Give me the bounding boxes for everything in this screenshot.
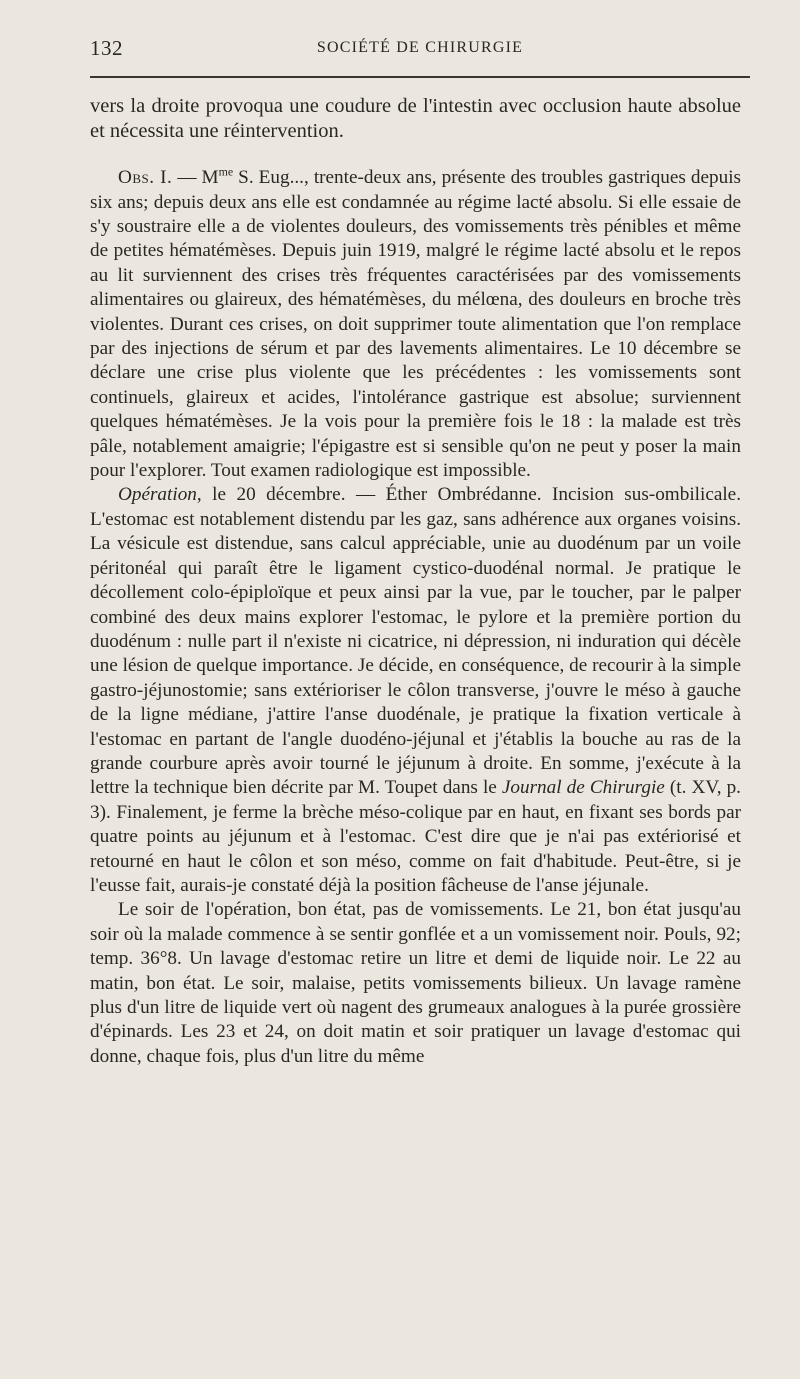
intro-paragraph: vers la droite provoqua une coudure de l'intestin avec occlusion haute absolue et nécessita une réintervention. [90, 95, 741, 142]
observation-paragraph [90, 166, 741, 483]
patient-title-superscript: me [218, 164, 234, 179]
running-title: SOCIÉTÉ DE CHIRURGIE [316, 39, 524, 56]
page-header [90, 36, 750, 64]
observation-label: Obs. I. [118, 167, 173, 189]
operation-text: , le 20 décembre. — Éther Ombrédanne. Incision sus-ombilicale. L'estomac est notablement distendu par les gaz, sans adhérence aux organes voisins. La vésicule est distendue, sans calcul appréciable, unie au duodénum par un voile péritonéal qui paraît être le ligament cystico-duodénal normal. Je pratique le décollement colo-épiploïque et peux ainsi par la vue, par le toucher, par le palper combiné des deux mains explorer l'estomac, le pylore et la première portion du duodénum : nulle part il n'existe ni cicatrice, ni dépression, ni induration qui décèle une lésion de quelque importance. Je décide, en conséquence, de recourir à la simple gastro-jéjunostomie; sans extérioriser le côlon transverse, j'ouvre le méso à gauche de la ligne médiane, j'attire l'anse duodénale, je pratique la fixation verticale à l'estomac en partant de l'angle duodéno-jéjunal et j'établis la bouche au ras de la grande courbure après avoir tourné le jéjunum à droite. En somme, j'exécute à la lettre la technique bien décrite par M. Toupet dans le [90, 484, 741, 799]
body-text [90, 94, 741, 1069]
operation-label: Opération [118, 484, 197, 506]
header-rule [90, 76, 750, 78]
observation-dash: — [172, 167, 202, 189]
patient-title: M [201, 167, 219, 189]
page-number: 132 [90, 36, 123, 60]
operation-paragraph [90, 483, 741, 898]
evening-paragraph: Le soir de l'opération, bon état, pas de vomissements. Le 21, bon état jusqu'au soir où la malade commence à se sentir gonflée et a un vomissement noir. Pouls, 92; temp. 36°8. Un lavage d'estomac retire un litre et demi de liquide noir. Le 22 au matin, bon état. Le soir, malaise, petits vomissements bilieux. Un lavage ramène plus d'un litre de liquide vert où nagent des grumeaux analogues à la purée grossière d'épinards. Les 23 et 24, on doit matin et soir pratiquer un lavage d'estomac qui donne, chaque fois, plus d'un litre du même [90, 899, 741, 1067]
observation-text: S. Eug..., trente-deux ans, présente des troubles gastriques depuis six ans; depuis deux ans elle est condamnée au régime lacté absolu. Si elle essaie de s'y soustraire elle a de violentes douleurs, des vomissements très pénibles et même de petites hématémèses. Depuis juin 1919, malgré le régime lacté absolu et le repos au lit surviennent des crises très fréquentes caractérisées par des vomissements alimentaires ou glaireux, des hématémèses, du mélœna, des douleurs en broche très violentes. Durant ces crises, on doit supprimer toute alimentation que l'on remplace par des injections de sérum et par des lavements alimentaires. Le 10 décembre se déclare une crise plus violente que les précédentes : les vomissements sont continuels, glaireux et acides, l'intolérance gastrique est absolue; surviennent quelques hématémèses. Je la vois pour la première fois le 18 : la malade est très pâle, notablement amaigrie; l'épigastre est si sensible qu'on ne peut y poser la main pour l'explorer. Tout examen radiologique est impossible. [90, 167, 741, 482]
journal-title: Journal de Chirurgie [501, 777, 665, 799]
operation-text-after: (t. XV, p. 3). Finalement, je ferme la brèche méso-colique par en haut, en fixant ses bords par quatre points au jéjunum et à l'estomac. C'est dire que je n'ai pas extériorisé et retourné en haut le côlon et son méso, comme on fait d'habitude. Peut-être, si je l'eusse fait, aurais-je constaté déjà la position fâcheuse de l'anse jéjunale. [90, 777, 741, 896]
